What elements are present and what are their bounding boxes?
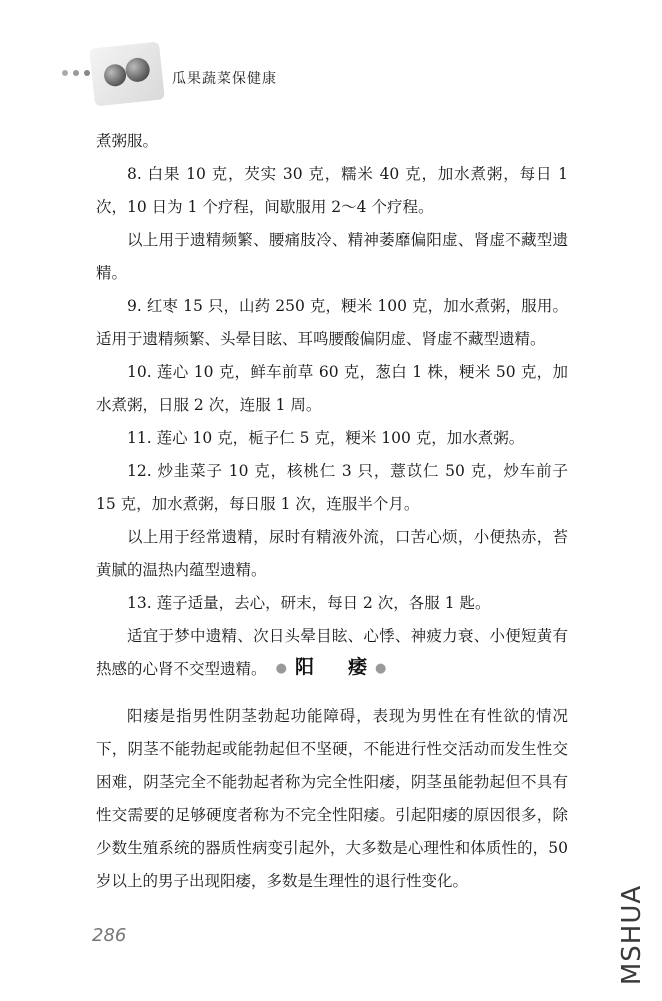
paragraph: 适宜于梦中遗精、次日头晕目眩、心悸、神疲力衰、小便短黄有热感的心肾不交型遗精。 xyxy=(96,627,568,678)
header-dots xyxy=(62,70,90,76)
watermark-text: MSHUA xyxy=(617,884,648,986)
main-text xyxy=(96,125,568,686)
dot xyxy=(62,70,68,76)
running-header xyxy=(62,40,362,110)
watermark xyxy=(617,878,660,998)
fruit-plate-logo-icon xyxy=(89,42,165,107)
paragraph: 以上用于经常遗精，尿时有精液外流，口苦心烦，小便热赤，苔黄腻的温热内蕴型遗精。 xyxy=(96,528,568,579)
section-title-char: 痿 xyxy=(348,656,368,678)
apple-icon xyxy=(103,63,127,87)
paragraph: 阳痿是指男性阴茎勃起功能障碍，表现为男性在有性欲的情况下，阴茎不能勃起或能勃起但不坚硬，不能进行性交活动而发生性交困难，阴茎完全不能勃起者称为完全性阳痿，阴茎虽能勃起但不具有性交需要的足够硬度者称为不完全性阳痿。引起阳痿的原因很多，除少数生殖系统的器质性病变引起外，大多数是心理性和体质性的，50 岁以上的男子出现阳痿，多数是生理性的退行性变化。 xyxy=(96,707,568,890)
book-title: 瓜果蔬菜保健康 xyxy=(172,71,277,87)
paragraph: 9. 红枣 15 只，山药 250 克，粳米 100 克，加水煮粥，服用。适用于遗精频繁、头晕目眩、耳鸣腰酸偏阴虚、肾虚不藏型遗精。 xyxy=(96,297,568,348)
section-title-char: 阳 xyxy=(294,656,314,678)
paragraph: 煮粥服。 xyxy=(96,132,159,150)
bullet-dot-icon: ● xyxy=(275,660,287,676)
paragraph: 以上用于遗精频繁、腰痛肢冷、精神萎靡偏阳虚、肾虚不藏型遗精。 xyxy=(96,231,568,282)
bullet-dot-icon: ● xyxy=(375,660,387,676)
paragraph: 8. 白果 10 克，芡实 30 克，糯米 40 克，加水煮粥，每日 1 次，10 日为 1 个疗程，间歇服用 2～4 个疗程。 xyxy=(96,165,568,216)
paragraph: 13. 莲子适量，去心，研末，每日 2 次，各服 1 匙。 xyxy=(127,594,491,612)
dot xyxy=(73,70,79,76)
paragraph: 12. 炒韭菜子 10 克，核桃仁 3 只，薏苡仁 50 克，炒车前子 15 克，加水煮粥，每日服 1 次，连服半个月。 xyxy=(96,462,568,513)
paragraph: 11. 莲心 10 克，栀子仁 5 克，粳米 100 克，加水煮粥。 xyxy=(127,429,525,447)
apple-icon xyxy=(124,57,150,83)
dot xyxy=(84,70,90,76)
paragraph: 10. 莲心 10 克，鲜车前草 60 克，葱白 1 株，粳米 50 克，加水煮粥，日服 2 次，连服 1 周。 xyxy=(96,363,568,414)
section-heading xyxy=(0,652,662,679)
page-number: 286 xyxy=(92,925,127,946)
section-text xyxy=(96,700,568,898)
